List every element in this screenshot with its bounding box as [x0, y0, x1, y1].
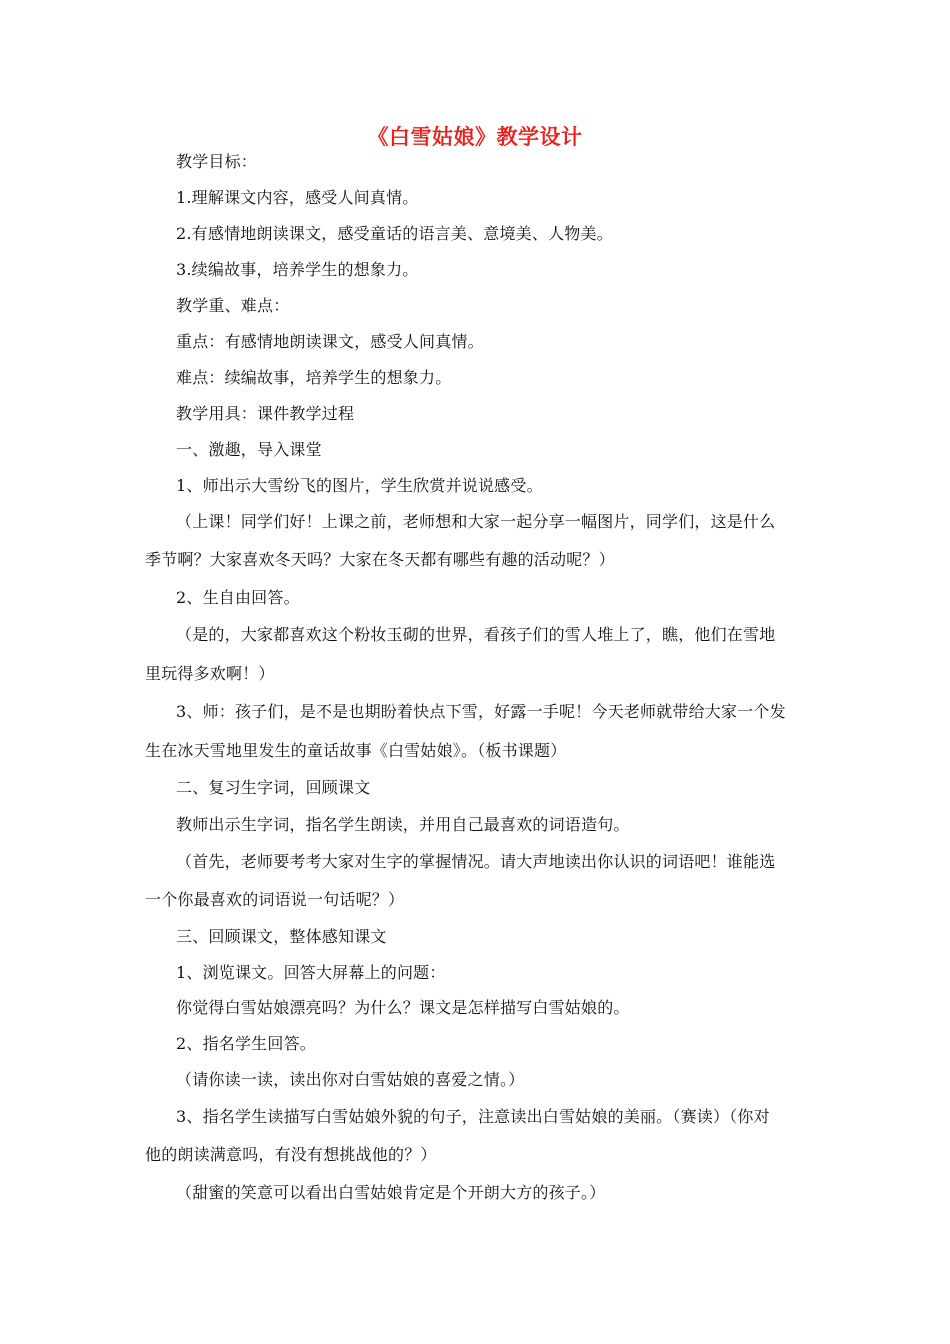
paragraph-line: 1、师出示大雪纷飞的图片，学生欣赏并说说感受。: [176, 476, 543, 495]
paragraph-line: 一个你最喜欢的词语说一句话呢？）: [145, 890, 405, 909]
key-point: 重点：有感情地朗读课文，感受人间真情。: [176, 332, 484, 351]
paragraph-line: （请你读一读，读出你对白雪姑娘的喜爱之情。）: [176, 1070, 525, 1089]
paragraph-line: （首先，老师要考考大家对生字的掌握情况。请大声地读出你认识的词语吧！谁能选: [176, 852, 776, 871]
paragraph-line: 3、指名学生读描写白雪姑娘外貌的句子，注意读出白雪姑娘的美丽。（赛读）（你对: [176, 1107, 770, 1126]
paragraph-line: 里玩得多欢啊！）: [145, 664, 275, 683]
paragraph-line: （甜蜜的笑意可以看出白雪姑娘肯定是个开朗大方的孩子。）: [176, 1183, 606, 1202]
paragraph-line: 生在冰天雪地里发生的童话故事《白雪姑娘》。（板书课题）: [145, 741, 567, 760]
paragraph-line: 你觉得白雪姑娘漂亮吗？为什么？课文是怎样描写白雪姑娘的。: [176, 998, 630, 1017]
paragraph-line: 1、浏览课文。回答大屏幕上的问题：: [176, 963, 446, 982]
paragraph-line: 3、师：孩子们，是不是也期盼着快点下雪，好露一手呢！今天老师就带给大家一个发: [176, 702, 786, 721]
objective-1: 1.理解课文内容，感受人间真情。: [176, 188, 419, 207]
paragraph-line: 2、生自由回答。: [176, 588, 300, 607]
section-3-heading: 三、回顾课文，整体感知课文: [176, 927, 387, 946]
paragraph-line: 季节啊？大家喜欢冬天吗？大家在冬天都有哪些有趣的活动呢？）: [145, 550, 615, 569]
section-1-heading: 一、激趣，导入课堂: [176, 440, 322, 459]
paragraph-line: 他的朗读满意吗，有没有想挑战他的？）: [145, 1145, 437, 1164]
objective-3: 3.续编故事，培养学生的想象力。: [176, 260, 419, 279]
objectives-heading: 教学目标：: [176, 152, 258, 171]
document-title: 《白雪姑娘》教学设计: [367, 125, 583, 149]
objective-2: 2.有感情地朗读课文，感受童话的语言美、意境美、人物美。: [176, 224, 613, 243]
key-points-heading: 教学重、难点：: [176, 296, 290, 315]
paragraph-line: 2、指名学生回答。: [176, 1034, 316, 1053]
difficult-point: 难点：续编故事，培养学生的想象力。: [176, 368, 452, 387]
paragraph-line: （是的，大家都喜欢这个粉妆玉砌的世界，看孩子们的雪人堆上了，瞧，他们在雪地: [176, 625, 776, 644]
teaching-tools: 教学用具：课件教学过程: [176, 404, 355, 423]
paragraph-line: 教师出示生字词，指名学生朗读，并用自己最喜欢的词语造句。: [176, 815, 630, 834]
section-2-heading: 二、复习生字词，回顾课文: [176, 778, 371, 797]
paragraph-line: （上课！同学们好！上课之前，老师想和大家一起分享一幅图片，同学们，这是什么: [176, 512, 776, 531]
